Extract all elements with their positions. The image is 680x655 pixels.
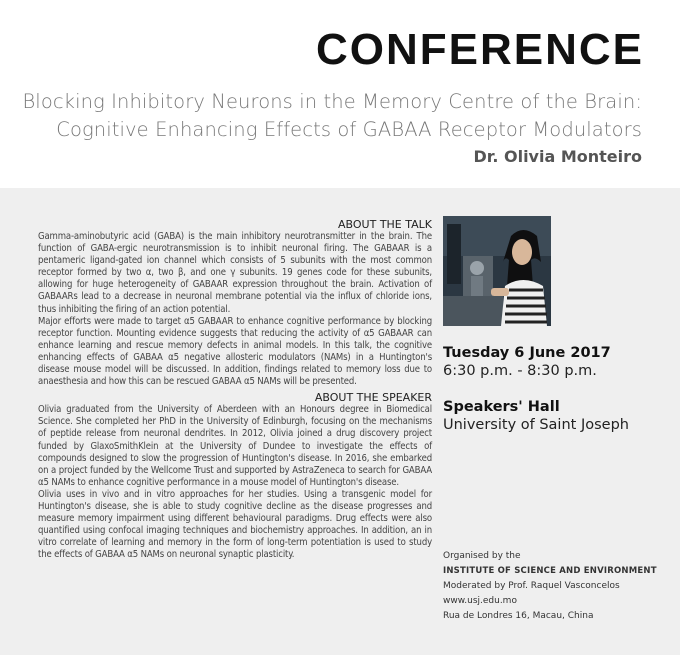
address-line: Rua de Londres 16, Macau, China (443, 611, 594, 621)
talk-paragraph-1: Gamma-aminobutyric acid (GABA) is the main inhibitory neurotransmitter in the brain. The function of GABA-ergic neurotransmission is to inhibit neuronal firing. The GABAAR is a pentameric ligand-gated ion channel which consists of 5 subunits with the most common receptor formed by two α, two β, and one γ subunits. 19 genes code for these subunits, allowing for huge heterogeneity of GABAAR expression throughout the brain. Activation of GABAARs lead to a decrease in neuronal membrane potential via the influx of chloride ions, thus inhibiting the firing of an action potential. (38, 231, 432, 315)
talk-title (2, 88, 642, 144)
organiser-block (443, 549, 673, 624)
event-time: 6:30 p.m. - 8:30 p.m. (443, 363, 597, 379)
speaker-paragraph-2: Olivia uses in vivo and in vitro approaches for her studies. Using a transgenic model for Huntington's disease, she is able to study cognitive decline as the disease progresses and measure memory impairment using different behavioural paradigms. Drug effects were also quantified using confocal imaging techniques and biochemistry approaches. In addition, an in vitro correlate of learning and memory in the form of long-term potentiation is used to study the effects of GABAA α5 NAMs on neuronal synaptic plasticity. (38, 488, 432, 561)
about-speaker-heading: ABOUT THE SPEAKER (314, 391, 432, 405)
event-date: Tuesday 6 June 2017 (443, 345, 611, 361)
about-talk-heading: ABOUT THE TALK (338, 218, 432, 231)
organiser-label: Organised by the (443, 551, 521, 561)
page-heading: CONFERENCE (315, 25, 644, 74)
speaker-paragraph-1: Olivia graduated from the University of Aberdeen with an Honours degree in Biomedical Science. She completed her PhD in the University of Edinburgh, focusing on the mechanisms of peptide release from neuronal dendrites. In 2012, Olivia joined a drug discovery project funded by GlaxoSmithKlein at the University of Dundee to investigate the effects of compounds designed to slow the progression of Huntington's disease. In 2016, she embarked on a project funded by the Wellcome Trust and supported by AstraZeneca to search for GABAA α5 NAMs to enhance cognitive performance in a mouse model of Huntington's disease. (38, 404, 432, 488)
talk-title-line1: Blocking Inhibitory Neurons in the Memory Centre of the Brain: (22, 90, 642, 113)
talk-title-line2: Cognitive Enhancing Effects of GABAA Receptor Modulators (56, 118, 642, 141)
moderator-line: Moderated by Prof. Raquel Vasconcelos (443, 581, 620, 591)
event-venue-detail: University of Saint Joseph (443, 417, 629, 433)
speaker-photo (443, 216, 551, 326)
talk-paragraph-2: Major efforts were made to target α5 GABAAR to enhance cognitive performance by blocking receptor function. Mounting evidence suggests that reducing the activity of α5 GABAAR can enhance learning and rescue memory defects in animal models. In this talk, the cognitive enhancing effects of GABAA α5 negative allosteric modulators (NAMs) in a Huntington's disease mouse model will be discussed. In addition, findings related to memory loss due to anaesthesia and how this can be rescued GABAA α5 NAMs will be presented. (38, 315, 432, 388)
organiser-institute: INSTITUTE OF SCIENCE AND ENVIRONMENT (443, 566, 657, 576)
event-venue: Speakers' Hall (443, 399, 560, 415)
presenter-name: Dr. Olivia Monteiro (473, 147, 642, 166)
description-column (38, 218, 432, 561)
website-link[interactable]: www.usj.edu.mo (443, 596, 517, 606)
header-area (0, 0, 680, 188)
